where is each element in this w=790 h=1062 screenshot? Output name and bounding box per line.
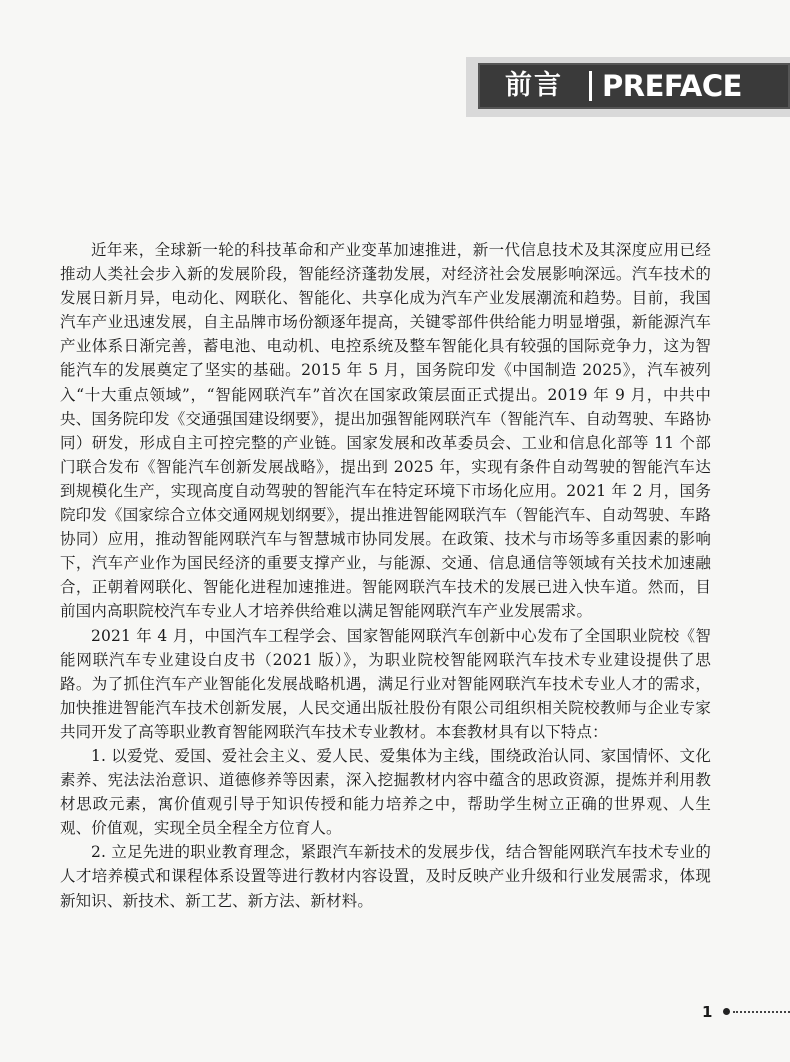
page-number-dot	[723, 1008, 730, 1015]
header-title-cn: 前言	[505, 70, 563, 101]
paragraph-1: 近年来，全球新一轮的科技革命和产业变革加速推进，新一代信息技术及其深度应用已经推动人类社会步入新的发展阶段，智能经济蓬勃发展，对经济社会发展影响深远。汽车技术的发展日新月异，电动化、网联化、智能化、共享化成为汽车产业发展潮流和趋势。目前，我国汽车产业迅速发展，自主品牌市场份额逐年提高，关键零部件供给能力明显增强，新能源汽车产业体系日渐完善，蓄电池、电动机、电控系统及整车智能化具有较强的国际竞争力，这为智能汽车的发展奠定了坚实的基础。2015 年 5 月，国务院印发《中国制造 2025》，汽车被列入“十大重点领域”，“智能网联汽车”首次在国家政策层面正式提出。2019 年 9 月，中共中央、国务院印发《交通强国建设纲要》，提出加强智能网联汽车（智能汽车、自动驾驶、车路协同）研发，形成自主可控完整的产业链。国家发展和改革委员会、工业和信息化部等 11 个部门联合发布《智能汽车创新发展战略》，提出到 2025 年，实现有条件自动驾驶的智能汽车达到规模化生产，实现高度自动驾驶的智能汽车在特定环境下市场化应用。2021 年 2 月，国务院印发《国家综合立体交通网规划纲要》，提出推进智能网联汽车（智能汽车、自动驾驶、车路协同）应用，推动智能网联汽车与智慧城市协同发展。在政策、技术与市场等多重因素的影响下，汽车产业作为国民经济的重要支撑产业，与能源、交通、信息通信等领域有关技术加速融合，正朝着网联化、智能化进程加速推进。智能网联汽车技术的发展已进入快车道。然而，目前国内高职院校汽车专业人才培养供给难以满足智能网联汽车产业发展需求。	[60, 241, 711, 621]
header-title-en: PREFACE	[602, 69, 742, 103]
page-number: 1	[702, 1003, 713, 1021]
preface-body	[60, 238, 711, 913]
paragraph-4: 2. 立足先进的职业教育理念，紧跟汽车新技术的发展步伐，结合智能网联汽车技术专业的人才培养模式和课程体系设置等进行教材内容设置，及时反映产业升级和行业发展需求，体现新知识、新技术、新工艺、新方法、新材料。	[60, 843, 711, 910]
page-number-rule	[733, 1011, 790, 1013]
paragraph-2: 2021 年 4 月，中国汽车工程学会、国家智能网联汽车创新中心发布了全国职业院校《智能网联汽车专业建设白皮书（2021 版）》，为职业院校智能网联汽车技术专业建设提供了思路。为了抓住汽车产业智能化发展战略机遇，满足行业对智能网联汽车技术专业人才的需求，加快推进智能汽车技术创新发展，人民交通出版社股份有限公司组织相关院校教师与企业专家共同开发了高等职业教育智能网联汽车技术专业教材。本套教材具有以下特点：	[60, 626, 711, 741]
header-separator	[589, 71, 592, 101]
paragraph-3: 1. 以爱党、爱国、爱社会主义、爱人民、爱集体为主线，围绕政治认同、家国情怀、文化素养、宪法法治意识、道德修养等因素，深入挖掘教材内容中蕴含的思政资源，提炼并利用教材思政元素，寓价值观引导于知识传授和能力培养之中，帮助学生树立正确的世界观、人生观、价值观，实现全员全程全方位育人。	[60, 746, 711, 838]
